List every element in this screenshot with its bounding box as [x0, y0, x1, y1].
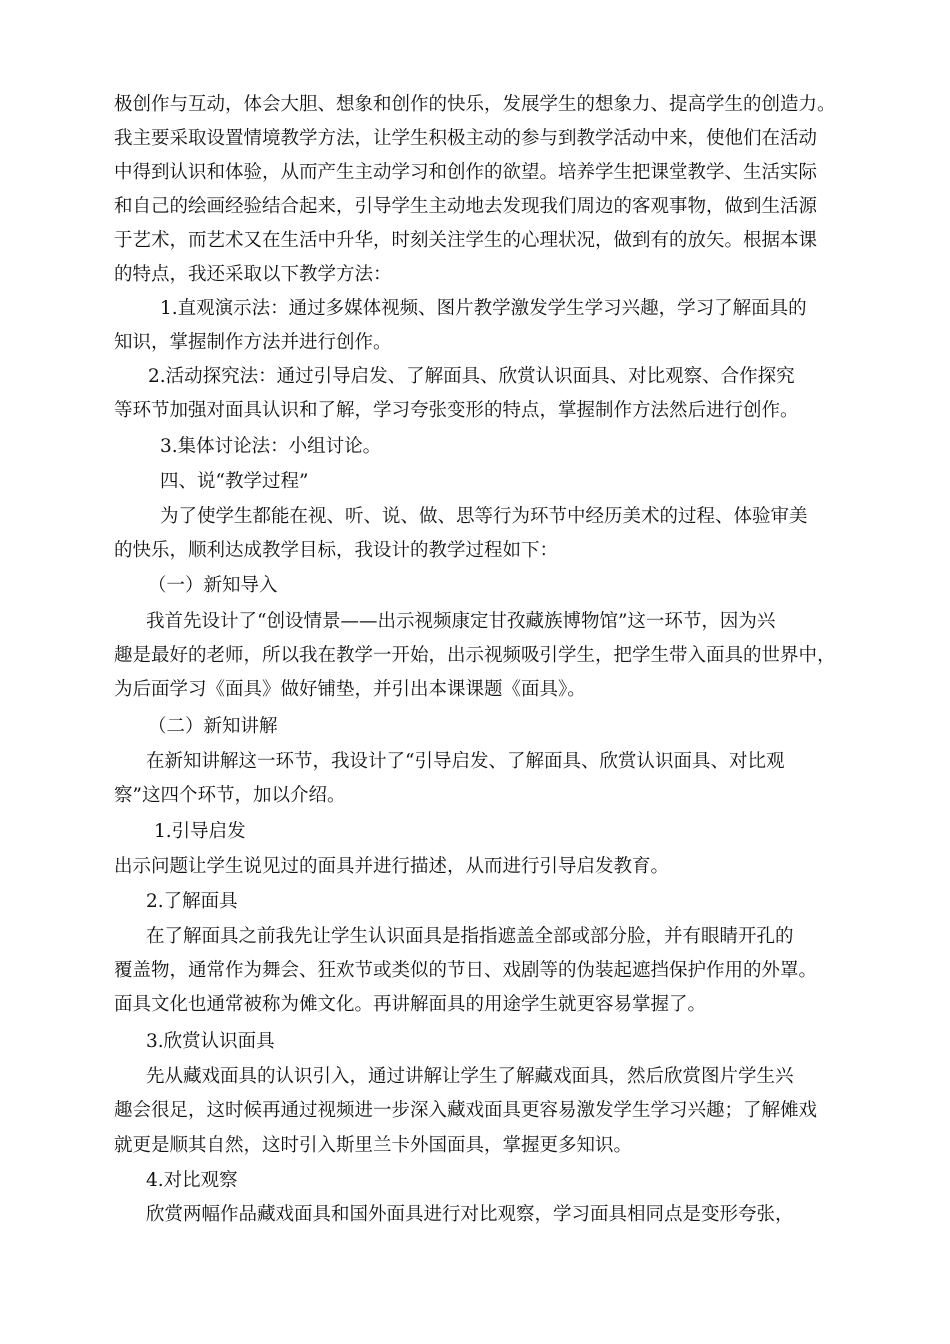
text-line: 就更是顺其自然，这时引入斯里兰卡外国面具，掌握更多知识。: [114, 1135, 633, 1156]
list-item-1-line: 1.直观演示法：通过多媒体视频、图片教学激发学生学习兴趣，学习了解面具的: [160, 298, 807, 319]
text-line: 面具文化也通常被称为傩文化。再讲解面具的用途学生就更容易掌握了。: [114, 994, 707, 1015]
paragraph-start: 在了解面具之前我先让学生认识面具是指指遮盖全部或部分脸，并有眼睛开孔的: [146, 926, 794, 947]
subsection-heading: （一）新知导入: [148, 575, 278, 596]
text-line: 的快乐，顺利达成教学目标，我设计的教学过程如下：: [114, 540, 559, 561]
text-line: 的特点，我还采取以下教学方法：: [114, 264, 392, 285]
text-line: 趣是最好的老师，所以我在教学一开始，出示视频吸引学生，把学生带入面具的世界中，: [114, 645, 836, 666]
paragraph-start: 在新知讲解这一环节，我设计了“引导启发、了解面具、欣赏认识面具、对比观: [146, 751, 785, 772]
text-line: 等环节加强对面具认识和了解，学习夸张变形的特点，掌握制作方法然后进行创作。: [114, 400, 799, 421]
paragraph-start: 为了使学生都能在视、听、说、做、思等行为环节中经历美术的过程、体验审美: [160, 506, 808, 527]
text-line: 察”这四个环节，加以介绍。: [114, 785, 346, 806]
text-line: 于艺术，而艺术又在生活中升华，时刻关注学生的心理状况，做到有的放矢。根据本课: [114, 230, 818, 251]
text-line: 我主要采取设置情境教学方法，让学生积极主动的参与到教学活动中来，使他们在活动: [114, 128, 818, 149]
text-line: 为后面学习《面具》做好铺垫，并引出本课课题《面具》。: [114, 679, 586, 700]
paragraph-start: 欣赏两幅作品藏戏面具和国外面具进行对比观察，学习面具相同点是变形夸张，: [146, 1204, 794, 1225]
step-heading: 4.对比观察: [146, 1170, 238, 1191]
step-heading: 1.引导启发: [154, 821, 246, 842]
step-heading: 2.了解面具: [146, 891, 238, 912]
text-line: 覆盖物，通常作为舞会、狂欢节或类似的节日、戏剧等的伪装起遮挡保护作用的外罩。: [114, 960, 818, 981]
paragraph-start: 我首先设计了“创设情景——出示视频康定甘孜藏族博物馆”这一环节，因为兴: [146, 611, 776, 632]
text-line: 出示问题让学生说见过的面具并进行描述，从而进行引导启发教育。: [114, 856, 670, 877]
text-line: 和自己的绘画经验结合起来，引导学生主动地去发现我们周边的客观事物，做到生活源: [114, 196, 818, 217]
text-line: 知识，掌握制作方法并进行创作。: [114, 332, 392, 353]
text-line: 中得到认识和体验，从而产生主动学习和创作的欲望。培养学生把课堂教学、生活实际: [114, 162, 818, 183]
paragraph-start: 先从藏戏面具的认识引入，通过讲解让学生了解藏戏面具，然后欣赏图片学生兴: [146, 1066, 794, 1087]
list-item-2-line: 2.活动探究法：通过引导启发、了解面具、欣赏认识面具、对比观察、合作探究: [148, 366, 795, 387]
subsection-heading: （二）新知讲解: [148, 716, 278, 737]
list-item-3-line: 3.集体讨论法：小组讨论。: [160, 436, 382, 457]
text-line: 趣会很足，这时候再通过视频进一步深入藏戏面具更容易激发学生学习兴趣；了解傩戏: [114, 1100, 818, 1121]
text-line: 极创作与互动，体会大胆、想象和创作的快乐，发展学生的想象力、提高学生的创造力。: [114, 94, 836, 115]
step-heading: 3.欣赏认识面具: [146, 1031, 275, 1052]
section-heading: 四、说“教学过程”: [160, 471, 309, 492]
